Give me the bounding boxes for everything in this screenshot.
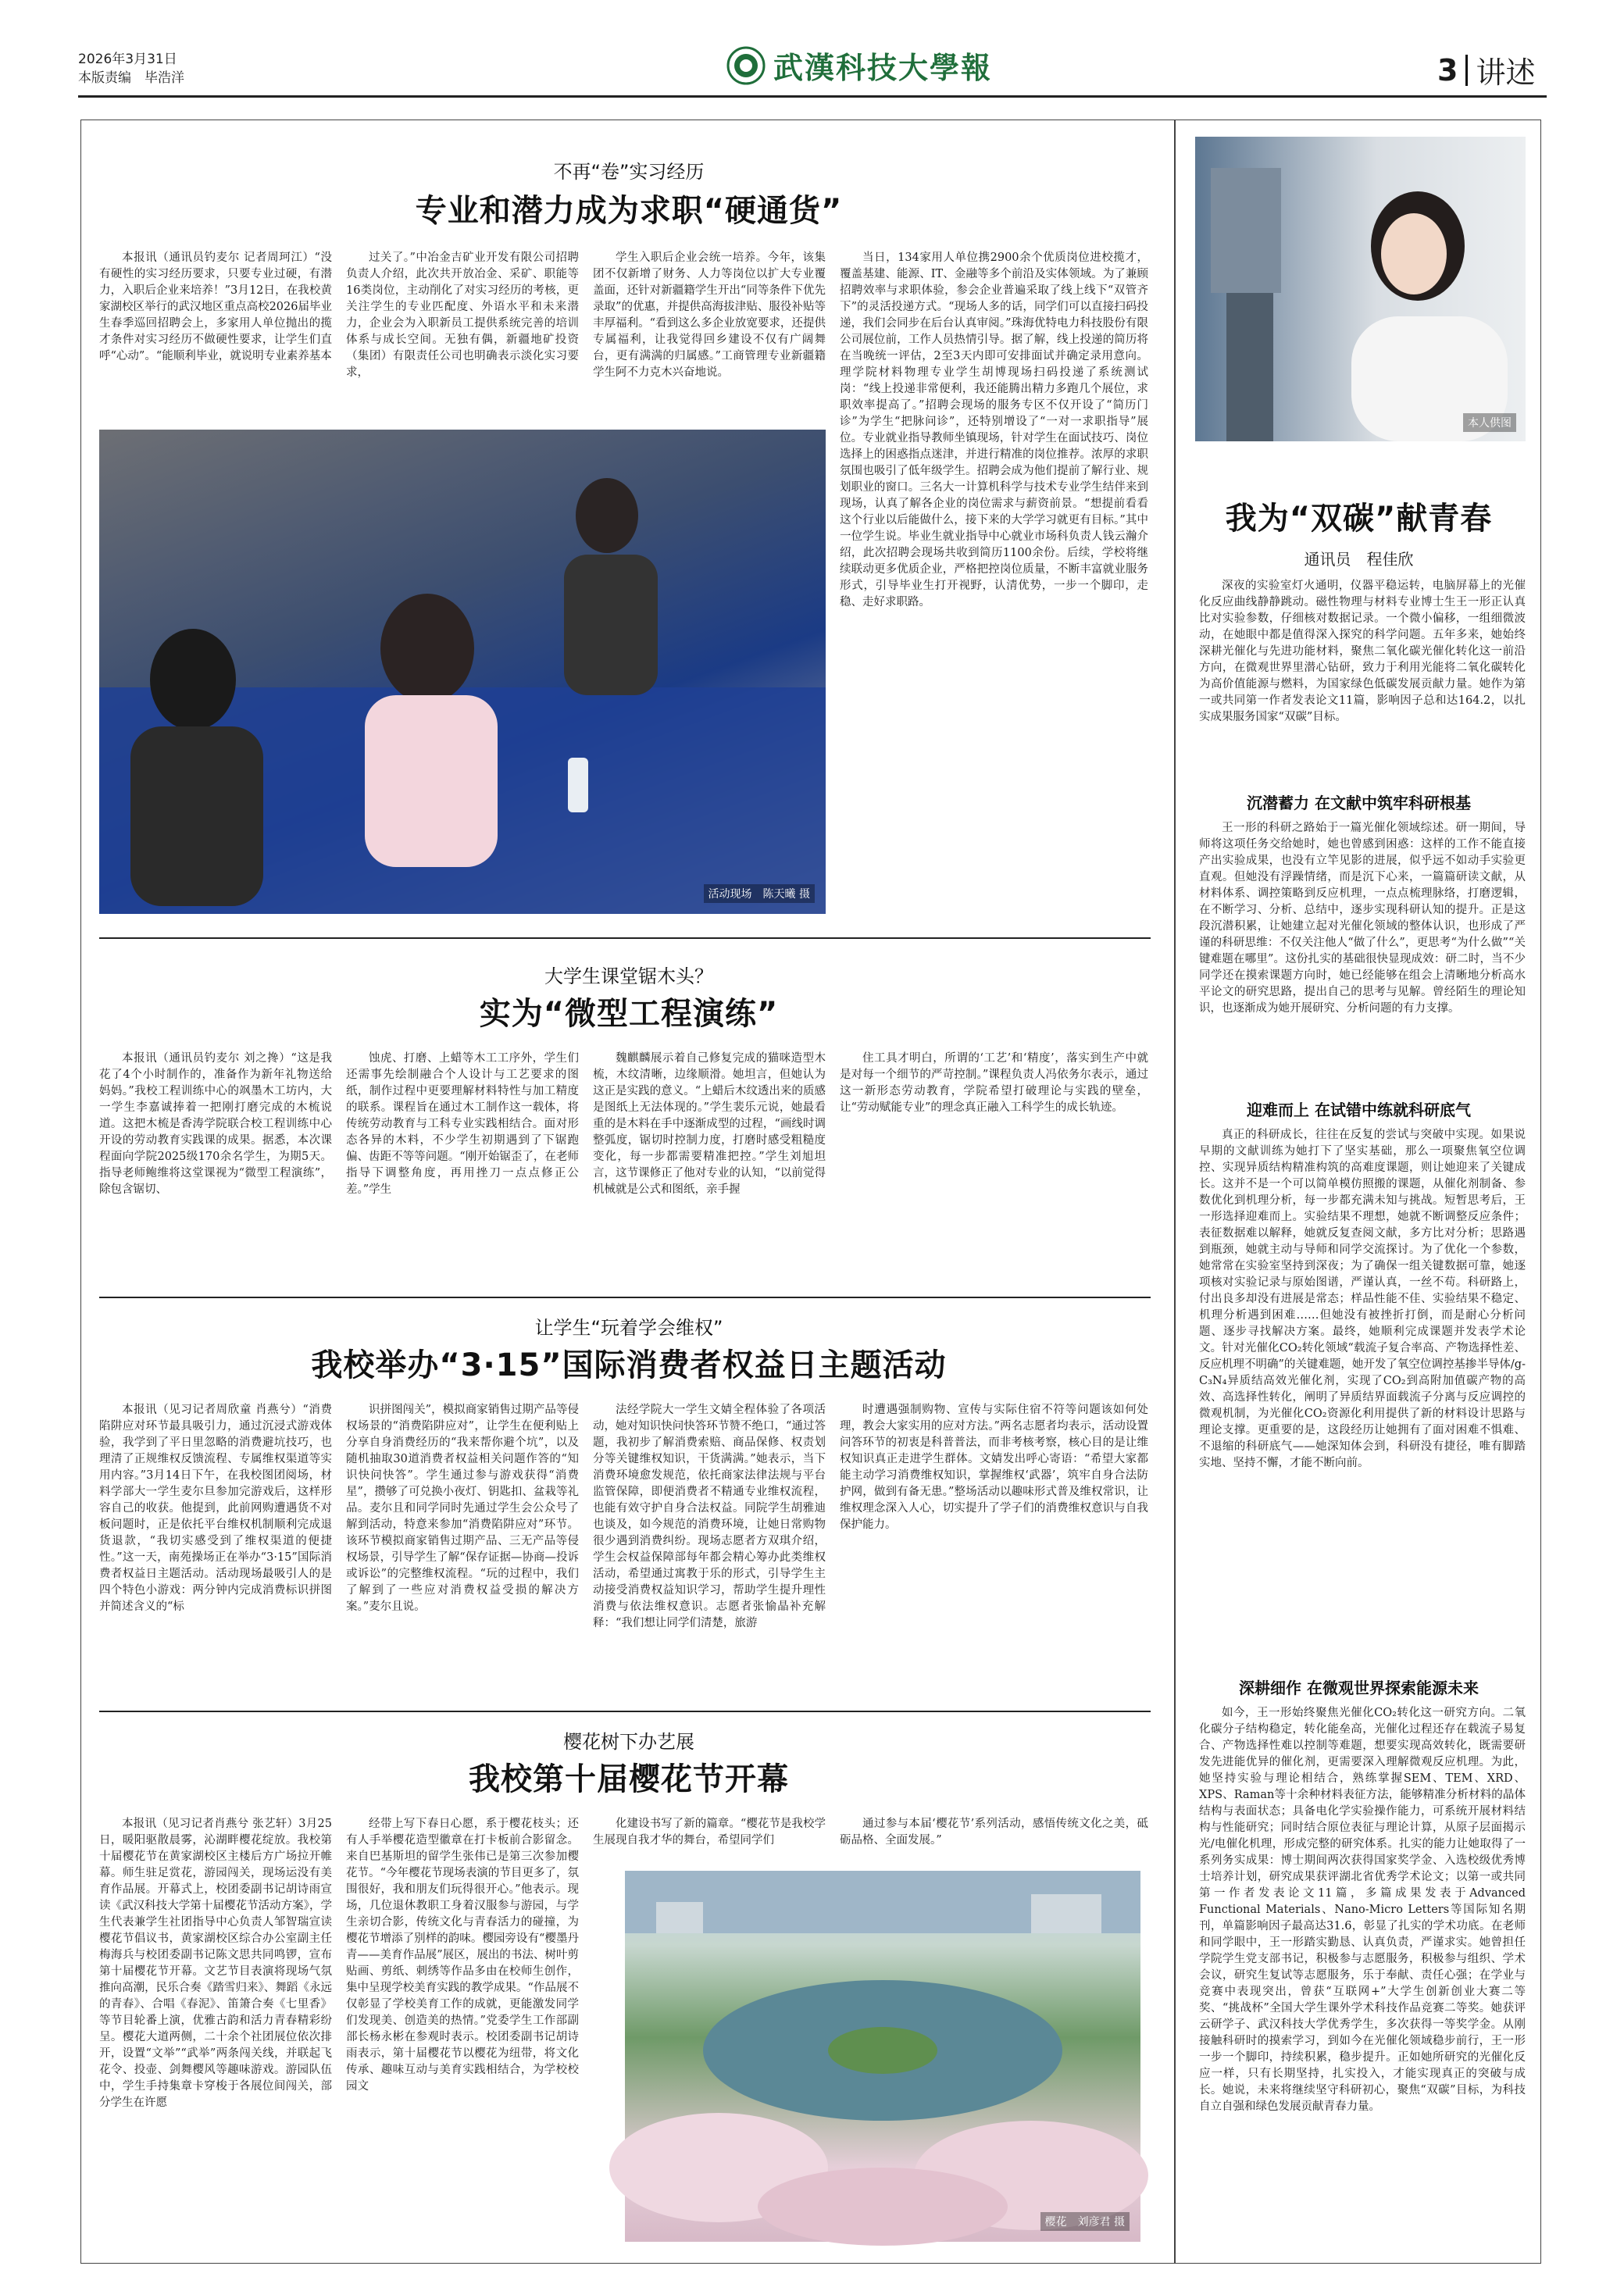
- issue-date: 2026年3月31日: [78, 52, 177, 67]
- article2-bottom-rule: [99, 1297, 1151, 1298]
- article3-text-1: 本报讯（见习记者周欣童 肖燕兮）“消费陷阱应对环节最具吸引力，通过沉浸式游戏体验，我学到了平日里忽略的消费避坑技巧，也理清了正规维权反馈流程、专属维权渠道等实用内容。”3月14日下午，在我校图团阅场，材料学部大一学生麦尔旦参加完游戏后，这样形容自己的收获。他提到，此前网购遭遇货不对板问题时，正是依托平台维权机制顺利完成退货退款，“我切实感受到了维权渠道的便捷性。”这一天，南苑操场正在举办“3·15”国际消费者权益日主题活动。活动现场最吸引人的是四个特色小游戏：两分钟内完成消费标识拼图并简述含义的“标: [99, 1404, 332, 1613]
- header-rule: [78, 95, 1547, 98]
- article4-text-2: 经带上写下春日心愿，系于樱花枝头；还有人手举樱花造型徽章在打卡板前合影留念。来自巴基斯坦的留学生张伟已是第三次参加樱花节。“今年樱花节现场表演的节目更多了，氛围很好，我和朋友们玩得很开心。”他表示。现场，几位退休教职工身着汉服参与游园，与学生亲切合影，传统文化与青春活力的碰撞，为樱花节增添了别样的韵味。樱园旁设有“樱墨丹青——美育作品展”展区，展出的书法、树叶剪贴画、剪纸、刺绣等作品多由在校师生创作，集中呈现学校美育实践的教学成果。“作品展不仅彰显了学校美育工作的成就，更能激发同学们发现美、创造美的热情。”党委学生工作部副部长杨永彬在参观时表示。校团委副书记胡诗雨表示，第十届樱花节以樱花为纽带，将文化传承、趣味互动与美育实践相结合，为学校校园文: [346, 1818, 579, 2093]
- article5-section1-text: 王一形的科研之路始于一篇光催化领域综述。研一期间，导师将这项任务交给她时，她也曾感到困惑：这样的工作不能直接产出实验成果，也没有立竿见影的进展，似乎远不如动手实验更直观。但她没有浮躁情绪，而是沉下心来，一篇篇研读文献，从材料体系、调控策略到反应机理，一点点梳理脉络，打磨逻辑，在不断学习、分析、总结中，逐步实现科研认知的提升。正是这段沉潜积累，让她建立起对光催化领域的整体认识，也形成了严谨的科研思维：不仅关注他人“做了什么”，更思考“为什么做”“关键难题在哪里”。这份扎实的基础很快显现成效：研二时，当不少同学还在摸索课题方向时，她已经能够在组会上清晰地分析高水平论文的研究思路，提出自己的思考与见解。曾经陌生的理论知识，也逐渐成为她开展研究、分析问题的有力支撑。: [1199, 822, 1526, 1015]
- article4-col4: [840, 1816, 1148, 1863]
- article1-headline: 专业和潜力成为求职“硬通货”: [415, 193, 843, 229]
- page-divider: [1465, 55, 1468, 86]
- article5-section3-text: 如今，王一形始终聚焦光催化CO₂转化这一研究方向。二氧化碳分子结构稳定，转化能垒高，光催化过程还存在载流子易复合、产物选择性难以控制等难题，想要实现高效转化，既需要研发先进能优异的催化剂，更需要深入理解微观反应机理。为此，她坚持实验与理论相结合，熟练掌握SEM、TEM、XRD、XPS、Raman等十余种材料表征方法，能够精准分析材料的晶体结构与表面状态；具备电化学实验操作能力，可系统开展材料结构与性能研究；同时结合原位表征与理论计算，从原子层面揭示光/电催化机理，形成完整的研究体系。扎实的能力让她取得了一系列务实成果：博士期间两次获得国家奖学金、入选校级优秀博士培养计划，研究成果获评湖北省优秀学术论文；以第一或共同第一作者发表论文11篇，多篇成果发表于Advanced Functional Materials、Nano-Micro Letters等国际知名期刊，单篇影响因子最高达31.6，彰显了扎实的学术功底。在老师和同学眼中，王一形踏实勤恳、认真负责，严谨求实。她曾担任学院学生党支部书记，积极参与志愿服务，积极参与组织、学术会议，研究生复试等志愿服务，乐于奉献、责任心强；在学业与竞赛中表现突出，曾获“互联网+”大学生创新创业大赛二等奖、“挑战杯”全国大学生课外学术科技作品竞赛二等奖。她获评云研学子、武汉科技大学优秀学生，多次获得一等奖学金。从刚接触科研时的摸索学习，到如今在光催化领域稳步前行，王一形一步一个脚印，持续积累，稳步提升。正如她所研究的光催化反应一样，只有长期坚持，扎实投入，才能实现真正的突破与成长。她说，未来将继续坚守科研初心，聚焦“双碳”目标，为科技自立自强和绿色发展贡献青春力量。: [1199, 1707, 1526, 2113]
- article5-section1-title: 沉潜蓄力 在文献中筑牢科研根基: [1247, 794, 1471, 812]
- article5-section2: [1199, 1127, 1526, 1666]
- job-fair-photo: [99, 430, 826, 914]
- cherry-blossom-photo: [625, 1871, 1140, 2242]
- article1-text-1: 本报讯（通讯员钓麦尔 记者周珂江）“没有硬性的实习经历要求，只要专业过硬，有潜力，入职后企业来培养！”3月12日，在我校黄家湖校区举行的武汉地区重点高校2026届毕业生春季巡回招聘会上，多家用人单位抛出的揽才条件对实习经历不做硬性要求，让学生们直呼“心动”。“能顺利毕业，就说明专业素养基本: [99, 252, 332, 362]
- article3-col4: [840, 1402, 1148, 1699]
- article3-col3: [593, 1402, 826, 1699]
- column-divider: [1174, 120, 1176, 2264]
- article5-intro: [1199, 578, 1526, 781]
- university-seal-icon: [726, 46, 766, 85]
- article3-bottom-rule: [99, 1711, 1151, 1712]
- article5-section3: [1199, 1705, 1526, 2244]
- article2-headline: 实为“微型工程演练”: [479, 996, 779, 1032]
- masthead-title: 武漢科技大學報: [773, 50, 993, 85]
- article3-text-2: 识拼图闯关”，模拟商家销售过期产品等侵权场景的“消费陷阱应对”，让学生在便利贴上分享自身消费经历的“我来帮你避个坑”，以及随机抽取30道消费者权益相关问题作答的“知识快问快答”。学生通过参与游戏获得“消费星”，攒够了可兑换小夜灯、钥匙扣、盆栽等礼品。麦尔且和同学同时先通过学生会公众号了解到活动，特意来参加“消费陷阱应对”环节。该环节模拟商家销售过期产品、三无产品等侵权场景，引导学生了解“保存证据—协商—投诉或诉讼”的完整维权流程。“玩的过程中，我们了解到了一些应对消费权益受损的解决方案。”麦尔且说。: [346, 1404, 579, 1613]
- article4-kicker: 樱花树下办艺展: [563, 1731, 694, 1753]
- researcher-portrait: [1195, 137, 1526, 441]
- article4-col2: [346, 1816, 579, 2242]
- article1-col2: [346, 250, 579, 422]
- article2-kicker: 大学生课堂锯木头？: [544, 965, 713, 987]
- page-label: [1437, 48, 1535, 91]
- article1-text-4: 当日，134家用人单位携2900余个优质岗位进校揽才，覆盖基建、能源、IT、金融等多个前沿及实体领域。为了兼顾招聘效率与求职体验，参会企业普遍采取了线上线下“双管齐下”的灵活投递方式。“现场人多的话，同学们可以直接扫码投递，我们会同步在后台认真审阅。”珠海优特电力科技股份有限公司展位前，工作人员热情引导。据了解，线上投递的简历将在当晚统一评估，2至3天内即可安排面试并确定录用意向。理学院材料物理专业学生胡博现场扫码投递了系统测试岗：“线上投递非常便利，我还能腾出精力多跑几个展位，求职效率提高了。”招聘会现场的服务专区不仅开设了“简历门诊”为学生“把脉问诊”，还特别增设了“一对一求职指导”展位。专业就业指导教师坐镇现场，针对学生在面试技巧、岗位选择上的困惑指点迷津，并进行精准的岗位推荐。浓厚的求职氛围也吸引了低年级学生。招聘会成为他们提前了解行业、规划职业的窗口。三名大一计算机科学与技术专业学生结伴来到现场，认真了解各企业的岗位需求与薪资前景。“想提前看看这个行业以后能做什么，接下来的大学学习就更有目标。”其中一位学生说。毕业生就业指导中心就业市场科负责人钱云瀚介绍，此次招聘会现场共收到简历1100余份。后续，学校将继续联动更多优质企业，严格把控岗位质量，不断丰富就业服务形式，引导毕业生打开视野，认清优势，一步一个脚印，走稳、走好求职路。: [840, 252, 1148, 608]
- article3-text-3: 法经学院大一学生文婧全程体验了各项活动，她对知识快问快答环节赞不绝口，“通过答题，我初步了解消费索赔、商品保修、权责划分等关键维权知识，干货满满。”她表示，当下消费环境愈发规范，依托商家法律法规与平台监管保障，即便消费者不精通专业维权流程，也能有效守护自身合法权益。同院学生胡雅迪也谈及，如今规范的消费环境，让她日常购物很少遇到消费纠纷。现场志愿者方双琪介绍，学生会权益保障部每年都会精心筹办此类维权活动，希望通过寓教于乐的形式，引导学生主动接受消费权益知识学习，帮助学生提升理性消费与依法维权意识。志愿者张愉晶补充解释：“我们想让同学们清楚，旅游: [593, 1404, 826, 1629]
- article3-kicker: 让学生“玩着学会维权”: [534, 1317, 723, 1339]
- article2-text-4: 住工具才明白，所谓的‘工艺’和‘精度’，落实到生产中就是对每一个细节的严苛控制。”课程负责人冯依务尔表示，通过这一新形态劳动教育，学院希望打破理论与实践的壁垒，让“劳动赋能专业”的理念真正融入工科学生的成长轨迹。: [840, 1052, 1148, 1114]
- page-section: 讲述: [1476, 55, 1536, 90]
- article5-section2-title: 迎难而上 在试错中练就科研底气: [1247, 1101, 1471, 1119]
- page-number: 3: [1437, 52, 1458, 87]
- job-fair-photo-illustration: [99, 430, 826, 914]
- article1-col1: [99, 250, 332, 422]
- article4-col1: [99, 1816, 332, 2242]
- article4-col3: [593, 1816, 826, 1863]
- article4-text-3: 化建设书写了新的篇章。“樱花节是我校学生展现自我才华的舞台，希望同学们: [593, 1818, 826, 1847]
- article5-section3-title: 深耕细作 在微观世界探索能源未来: [1239, 1679, 1479, 1697]
- article2-text-3: 魏麒麟展示着自己修复完成的猫咪造型木梳，木纹清晰，边缘顺滑。她坦言，但她认为这正是实践的意义。“上蜡后木纹透出来的质感是图纸上无法体现的。”学生裴乐元说，她最看重的是木料在手中逐渐成型的过程，“画线时调整弧度，锯切时控制力度，打磨时感受粗糙度变化，每一步都需要精准把控。”学生刘旭坦言，这节课修正了他对专业的认知，“以前觉得机械就是公式和图纸，亲手握: [593, 1052, 826, 1196]
- article1-col4b: [840, 430, 1148, 914]
- article1-text-3: 学生入职后企业会统一培养。今年，该集团不仅新增了财务、人力等岗位以扩大专业覆盖面，还针对新疆籍学生开出“同等条件下优先录取”的优惠，并提供高海拔津贴、服役补贴等丰厚福利。“看到这么多企业放宽要求，还提供专属福利，让我觉得回乡建设不仅有广阔舞台，更有满满的归属感。”工商管理专业新疆籍学生阿不力克木兴奋地说。: [593, 252, 826, 379]
- article5-section1: [1199, 820, 1526, 1086]
- cherry-blossom-photo-illustration: [625, 1871, 1140, 2242]
- article3-col2: [346, 1402, 579, 1699]
- article4-text-4: 通过参与本届‘樱花节’系列活动，感悟传统文化之美，砥砺品格、全面发展。”: [840, 1818, 1148, 1847]
- article2-text-2: 蚀虎、打磨、上蜡等木工工序外，学生们还需事先绘制融合个人设计与工艺要求的图纸，制作过程中更要理解材料特性与加工精度的联系。课程旨在通过木工制作这一载体，将传统劳动教育与工科专业实践相结合。面对形态各异的木料，不少学生初期遇到了下锯跑偏、齿距不等等问题。“刚开始锯歪了，在老师指导下调整角度，再用挫刀一点点修正公差。”学生: [346, 1052, 579, 1196]
- article3-col1: [99, 1402, 332, 1699]
- masthead-logo: [726, 44, 992, 87]
- article1-bottom-rule: [99, 937, 1151, 939]
- article3-text-4: 时遭遇强制购物、宣传与实际住宿不符等问题该如何处理，教会大家实用的应对方法。”两名志愿者均表示，活动设置问答环节的初衷是科普普法，而非考核考察，核心目的是让维权知识真正走进学生群体。文婧发出呼心寄语：“希望大家都能主动学习消费维权知识，掌握维权‘武器’，筑牢自身合法防护网，做到有备无患。”整场活动以趣味形式普及维权常识，让维权理念深入人心，切实提升了学子们的消费维权意识与自我保护能力。: [840, 1404, 1148, 1531]
- article2-text-1: 本报讯（通讯员钓麦尔 刘之搀）“这是我花了4个小时制作的，准备作为新年礼物送给妈妈。”我校工程训练中心的飒墨木工坊内，大一学生李嘉诚捧着一把刚打磨完成的木梳说道。这把木梳是香涛学院联合校工程训练中心开设的劳动教育实践课的成果。据悉，本次课程面向学院2025级170余名学生，为期5天。指导老师鲍维将这堂课视为“微型工程演练”，除包含锯切、: [99, 1052, 332, 1196]
- article3-headline: 我校举办“3·15”国际消费者权益日主题活动: [311, 1347, 947, 1383]
- article5-intro-text: 深夜的实验室灯火通明，仪器平稳运转，电脑屏幕上的光催化反应曲线静静跳动。磁性物理与材料专业博士生王一形正认真比对实验参数，仔细核对数据记录。一个微小偏移，一组细微波动，在她眼中都是值得深入探究的科学问题。五年多来，她始终深耕光催化与先进功能材料，聚焦二氧化碳光催化转化这一前沿方向，在微观世界里潜心钻研，致力于利用光能将二氧化碳转化为高价值能源与燃料，为国家绿色低碳发展贡献力量。她作为第一或共同第一作者发表论文11篇，影响因子总和达164.2，以扎实成果服务国家“双碳”目标。: [1199, 580, 1526, 723]
- job-fair-photo-caption: 活动现场 陈天曦 摄: [704, 884, 815, 903]
- article2-col3: [593, 1051, 826, 1285]
- article2-col1: [99, 1051, 332, 1285]
- article5-section2-text: 真正的科研成长，往往在反复的尝试与突破中实现。如果说早期的文献训练为她打下了坚实基础，那么一项聚焦氧空位调控、实现异质结构精准构筑的高难度课题，则让她迎来了关键成长。这并不是一个可以简单模仿照搬的课题，从催化剂制备、参数优化到机理分析，每一步都充满未知与挑战。短暂思考后，王一形选择迎难而上。实验结果不理想，她就不断调整反应条件；表征数据难以解释，她就反复查阅文献，多方比对分析；思路遇到瓶颈，她就主动与导师和同学交流探讨。为了优化一个参数，她常常在实验室坚持到深夜；为了确保一组关键数据可靠，她逐项核对实验记录与原始图谱，严谨认真，一丝不苟。科研路上，付出良多却没有进展是常态；样品性能不佳、实验结果不稳定、机理分析遇到困难……但她没有被挫折打倒，而是耐心分析问题、逐步寻找解决方案。最终，她顺利完成课题并发表学术论文。针对光催化CO₂转化领域“载流子复合率高、产物选择性差、反应机理不明确”的关键难题，她开发了氧空位调控基掺半导体/g-C₃N₄异质结高效光催化剂，实现了CO₂到高附加值碳产物的高效、高选择性转化，阐明了异质结界面载流子分离与反应调控的微观机制，为光催化CO₂资源化利用提供了新的材料设计思路与理论支撑。更重要的是，这段经历让她拥有了面对困难不惧难、不退缩的科研底气——她深知体会到，科研没有捷径，唯有脚踏实地、坚持不懈，才能不断向前。: [1199, 1129, 1526, 1469]
- article1-kicker: 不再“卷”实习经历: [553, 161, 705, 183]
- article2-col4: [840, 1051, 1148, 1285]
- page-editor: 本版责编 毕浩洋: [78, 70, 184, 86]
- article5-headline: 我为“双碳”献青春: [1225, 501, 1493, 537]
- researcher-portrait-illustration: [1195, 137, 1526, 441]
- researcher-portrait-caption: 本人供图: [1463, 413, 1516, 432]
- article4-text-1: 本报讯（见习记者肖燕兮 张艺轩）3月25日，暖阳驱散晨雾，沁湖畔樱花绽放。我校第十届樱花节在黄家湖校区主楼后方广场拉开帷幕。师生驻足赏花，游园闯关，现场运没有美育作品展。开幕式上，校团委副书记胡诗雨宣读《武汉科技大学第十届樱花节活动方案》，学生代表兼学生社团指导中心负责人邹智瑞宣读樱花节倡议书，黄家湖校区综合办公室副主任梅海兵与校团委副书记陈文思共同鸣锣，宣布第十届樱花节开幕。文艺节目表演将现场气氛推向高潮，民乐合奏《踏雪归来》、舞蹈《永远的青春》、合唱《春泥》、笛箫合奏《七里香》等节目轮番上演，优雅古韵和活力青春精彩纷呈。樱花大道两侧，二十余个社团展位依次排开，设置“文举”“武举”两条闯关线，并联起飞花令、投壶、剑舞樱风等趣味游戏。游园队伍中，学生手持集章卡穿梭于各展位间闯关，部分学生在许愿: [99, 1818, 332, 2109]
- article1-col4a: [840, 250, 1148, 608]
- article5-byline: 通讯员 程佳欣: [1304, 550, 1414, 569]
- article1-col3: [593, 250, 826, 422]
- article2-col2: [346, 1051, 579, 1285]
- article4-headline: 我校第十届樱花节开幕: [469, 1761, 789, 1797]
- article1-text-2: 过关了。”中冶金吉矿业开发有限公司招聘负责人介绍，此次共开放冶金、采矿、职能等16类岗位，主动削化了对实习经历的考核，更关注学生的专业匹配度、外语水平和未来潜力，企业会为入职新员工提供系统完善的培训体系与成长空间。无独有偶，新疆地矿投资（集团）有限责任公司也明确表示淡化实习要求，: [346, 252, 579, 379]
- cherry-blossom-photo-caption: 樱花 刘彦君 摄: [1040, 2212, 1130, 2231]
